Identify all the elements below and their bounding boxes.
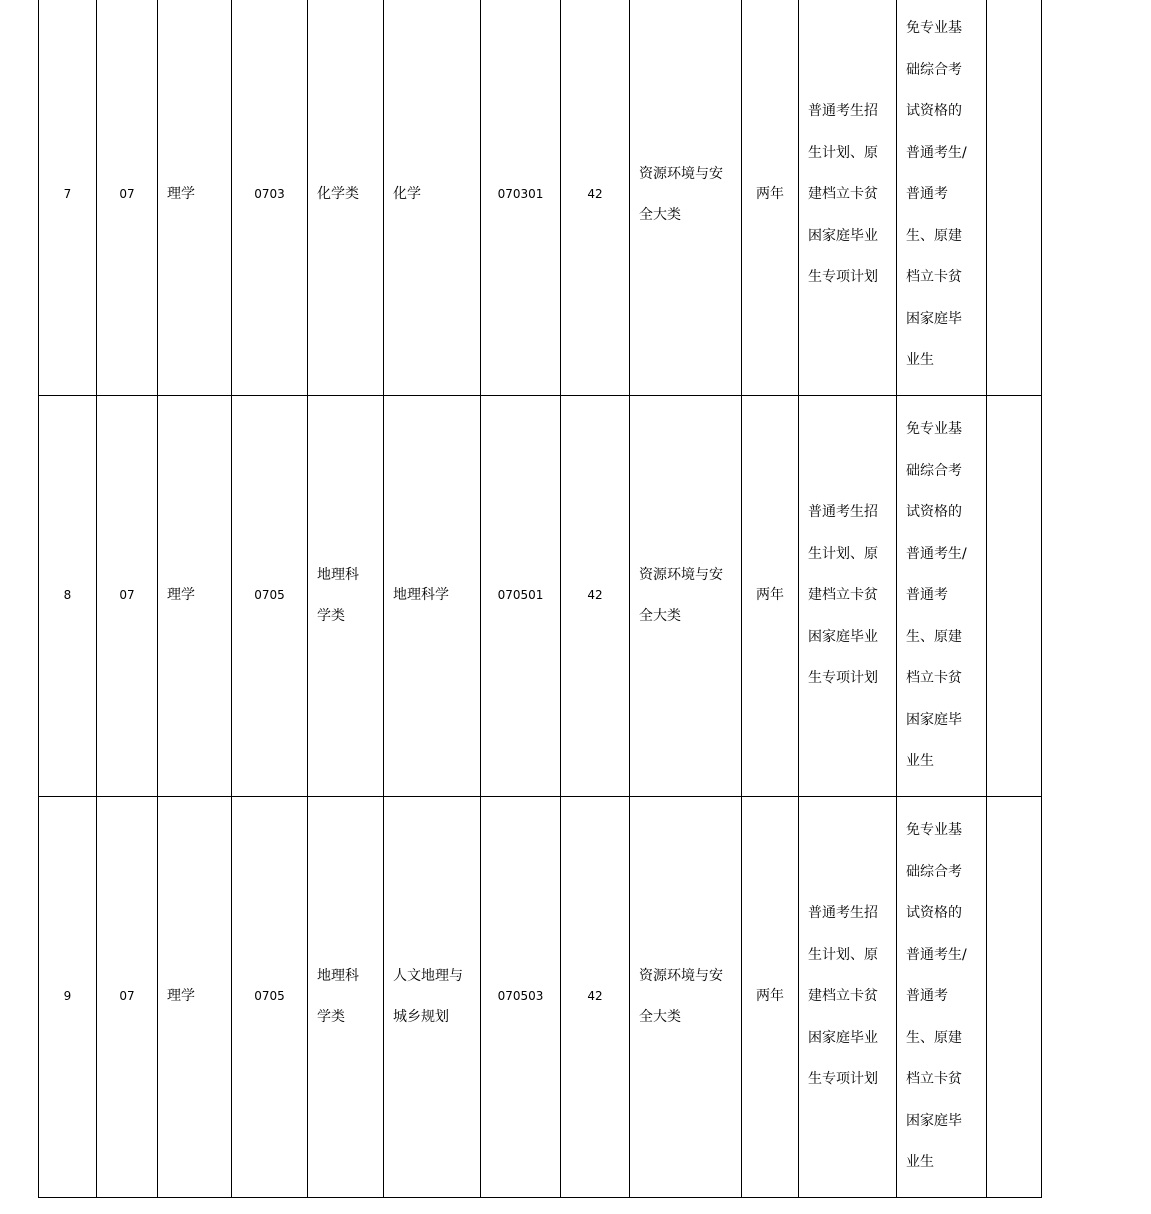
cell-category-code: 0703: [232, 0, 308, 396]
cell-qualification: [897, 797, 987, 1198]
cell-major: [384, 396, 481, 797]
cell-duration: 两年: [742, 396, 799, 797]
cell-qualification-line: 困家庭毕: [906, 1112, 962, 1129]
cell-qualification: [897, 396, 987, 797]
cell-target-class: [630, 0, 742, 396]
cell-category-line: 化学类: [317, 186, 359, 203]
cell-plan-line: 困家庭毕业: [808, 1029, 878, 1046]
cell-major-line: 城乡规划: [393, 1009, 449, 1025]
cell-plan-line: 生专项计划: [808, 269, 878, 286]
cell-plan-line: 建档立卡贫: [808, 186, 878, 203]
cell-target-class-line: 全大类: [639, 1009, 681, 1025]
cell-major-line: 化学: [393, 186, 421, 203]
cell-qualification-line: 普通考: [906, 186, 948, 203]
cell-category: [308, 396, 384, 797]
cell-plan-line: 生计划、原: [808, 946, 878, 963]
cell-target-class-line: 资源环境与安: [639, 165, 723, 182]
cell-target-class: [630, 396, 742, 797]
cell-category-code: 0705: [232, 797, 308, 1198]
cell-credits: 42: [561, 0, 630, 396]
cell-major-line: 人文地理与: [393, 967, 463, 984]
cell-category-line: 学类: [317, 608, 345, 624]
cell-qualification: [897, 0, 987, 396]
enrollment-table: [38, 0, 1042, 1198]
cell-plan-line: 普通考生招: [808, 504, 878, 521]
cell-qualification-line: 业生: [906, 352, 934, 369]
cell-seq: 8: [39, 396, 97, 797]
cell-qualification-line: 业生: [906, 753, 934, 770]
cell-qualification-line: 档立卡贫: [906, 269, 962, 286]
cell-qualification-line: 困家庭毕: [906, 711, 962, 728]
cell-qualification-line: 生、原建: [906, 1029, 962, 1046]
cell-plan: [799, 0, 897, 396]
cell-major: [384, 797, 481, 1198]
table-body: [39, 0, 1042, 1198]
cell-major-code: 070501: [481, 396, 561, 797]
cell-plan-line: 普通考生招: [808, 103, 878, 120]
cell-seq: 9: [39, 797, 97, 1198]
cell-category-code: 0705: [232, 396, 308, 797]
cell-target-class-line: 资源环境与安: [639, 967, 723, 984]
cell-plan-line: 普通考生招: [808, 905, 878, 922]
cell-note: [987, 797, 1042, 1198]
cell-target-class: [630, 797, 742, 1198]
cell-category-line: 地理科: [317, 566, 359, 583]
cell-category: [308, 797, 384, 1198]
cell-category-line: 地理科: [317, 967, 359, 984]
cell-plan-line: 生专项计划: [808, 1071, 878, 1088]
cell-major-code: 070301: [481, 0, 561, 396]
cell-seq: 7: [39, 0, 97, 396]
cell-target-class-line: 全大类: [639, 608, 681, 624]
cell-qualification-line: 生、原建: [906, 227, 962, 244]
cell-major-code: 070503: [481, 797, 561, 1198]
cell-plan-line: 困家庭毕业: [808, 227, 878, 244]
cell-plan-line: 生计划、原: [808, 545, 878, 562]
cell-qualification-line: 础综合考: [906, 61, 962, 78]
cell-discipline: 理学: [158, 396, 232, 797]
cell-qualification-line: 困家庭毕: [906, 310, 962, 327]
cell-category-line: 学类: [317, 1009, 345, 1025]
cell-qualification-line: 普通考生/: [906, 144, 967, 161]
cell-plan: [799, 797, 897, 1198]
cell-discipline-code: 07: [97, 396, 158, 797]
cell-qualification-line: 试资格的: [906, 103, 962, 120]
cell-discipline-code: 07: [97, 0, 158, 396]
cell-plan-line: 建档立卡贫: [808, 587, 878, 604]
cell-qualification-line: 普通考生/: [906, 545, 967, 562]
cell-qualification-line: 生、原建: [906, 628, 962, 645]
enrollment-table-container: [38, 0, 1042, 1198]
cell-discipline-code: 07: [97, 797, 158, 1198]
cell-qualification-line: 础综合考: [906, 462, 962, 479]
cell-note: [987, 0, 1042, 396]
cell-plan-line: 生专项计划: [808, 670, 878, 687]
cell-plan-line: 建档立卡贫: [808, 988, 878, 1005]
cell-credits: 42: [561, 396, 630, 797]
cell-major: [384, 0, 481, 396]
cell-target-class-line: 全大类: [639, 207, 681, 223]
cell-qualification-line: 免专业基: [906, 822, 962, 839]
cell-qualification-line: 档立卡贫: [906, 670, 962, 687]
cell-plan-line: 生计划、原: [808, 144, 878, 161]
cell-qualification-line: 免专业基: [906, 20, 962, 37]
cell-credits: 42: [561, 797, 630, 1198]
cell-duration: 两年: [742, 797, 799, 1198]
table-row: [39, 0, 1042, 396]
cell-qualification-line: 普通考: [906, 988, 948, 1005]
cell-duration: 两年: [742, 0, 799, 396]
cell-qualification-line: 普通考: [906, 587, 948, 604]
cell-target-class-line: 资源环境与安: [639, 566, 723, 583]
table-row: [39, 396, 1042, 797]
cell-qualification-line: 免专业基: [906, 421, 962, 438]
cell-plan: [799, 396, 897, 797]
cell-discipline: 理学: [158, 797, 232, 1198]
cell-major-line: 地理科学: [393, 587, 449, 604]
cell-note: [987, 396, 1042, 797]
cell-qualification-line: 档立卡贫: [906, 1071, 962, 1088]
cell-discipline: 理学: [158, 0, 232, 396]
cell-qualification-line: 业生: [906, 1154, 934, 1171]
cell-qualification-line: 试资格的: [906, 504, 962, 521]
cell-category: [308, 0, 384, 396]
cell-qualification-line: 础综合考: [906, 863, 962, 880]
table-row: [39, 797, 1042, 1198]
cell-qualification-line: 普通考生/: [906, 946, 967, 963]
cell-plan-line: 困家庭毕业: [808, 628, 878, 645]
cell-qualification-line: 试资格的: [906, 905, 962, 922]
